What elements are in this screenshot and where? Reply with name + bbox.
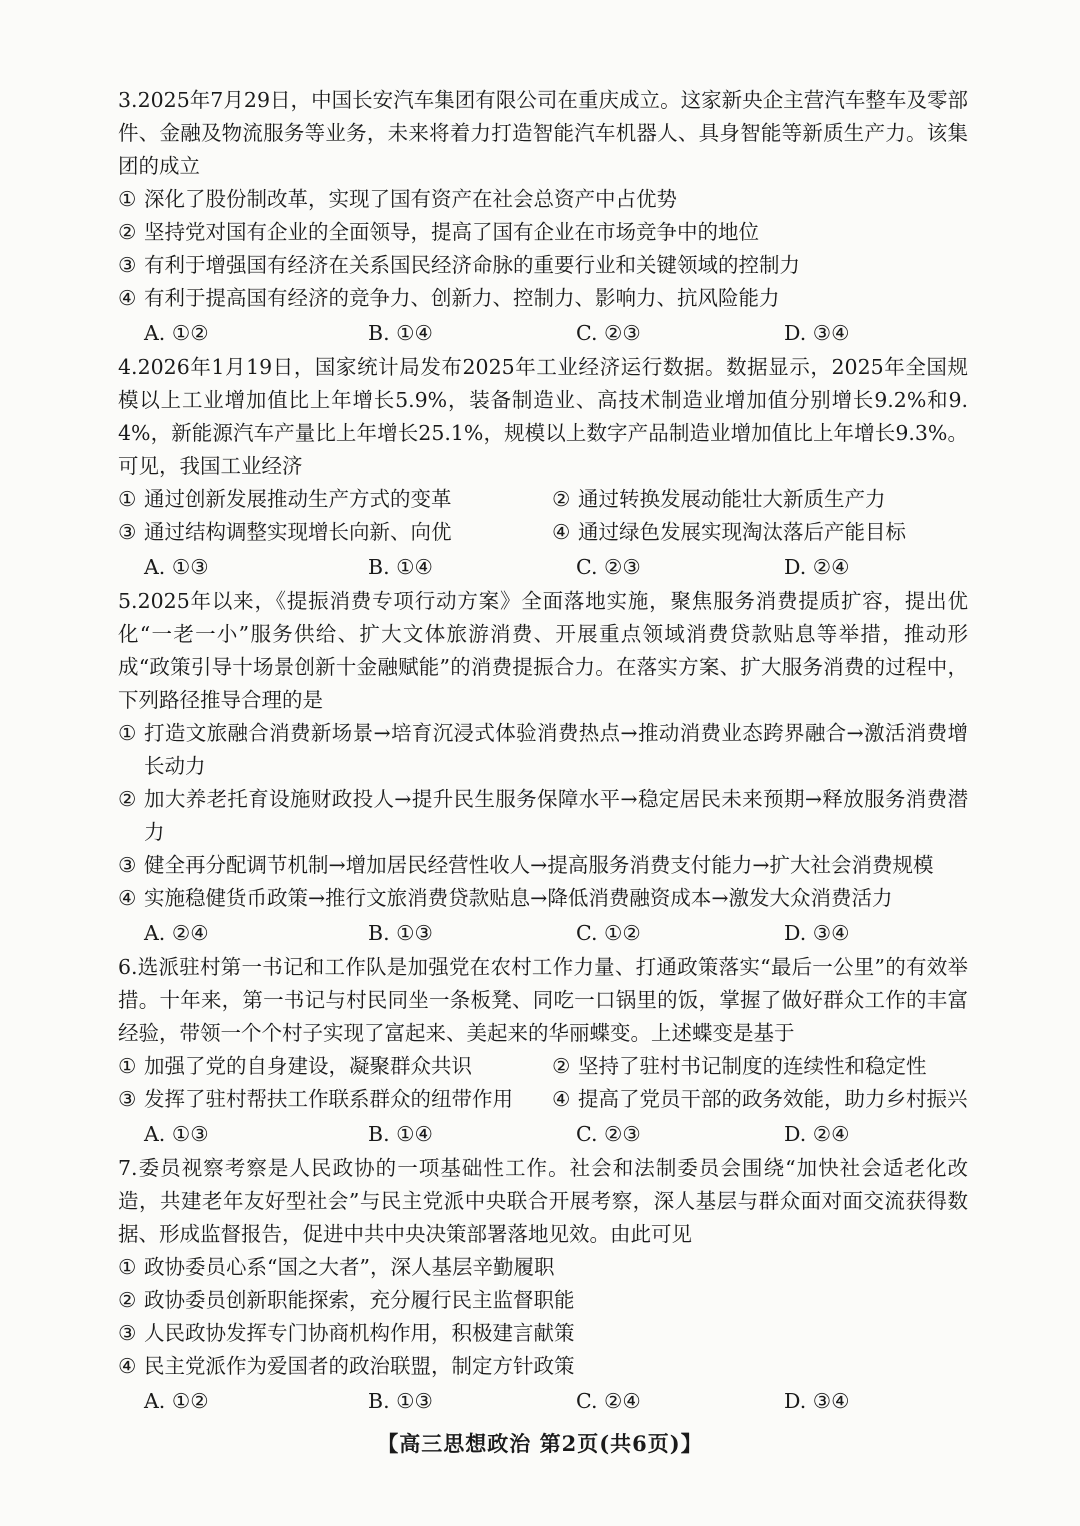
statement-text: 坚持党对国有企业的全面领导，提高了国有企业在市场竞争中的地位 bbox=[144, 220, 759, 244]
question-text: 委员视察考察是人民政协的一项基础性工作。社会和法制委员会围绕“加快社会适老化改造，共建老年友好型社会”与民主党派中央联合开展考察，深人基层与群众面对面交流获得数据、形成监督报告，促进中共中央决策部署落地见效。由此可见 bbox=[118, 1156, 968, 1246]
question-text: 2025年7月29日，中国长安汽车集团有限公司在重庆成立。这家新央企主营汽车整车及零部件、金融及物流服务等业务，未来将着力打造智能汽车机器人、具身智能等新质生产力。该集团的成立 bbox=[118, 88, 968, 178]
statement bbox=[552, 483, 968, 516]
statement bbox=[118, 183, 968, 216]
option-d: D. ③④ bbox=[784, 321, 850, 345]
option-c: C. ②③ bbox=[576, 321, 641, 345]
statement-text: 健全再分配调节机制→增加居民经营性收人→提高服务消费支付能力→扩大社会消费规模 bbox=[144, 853, 934, 877]
option-b: B. ①④ bbox=[368, 321, 433, 345]
question-3 bbox=[118, 84, 968, 351]
answer-options bbox=[144, 1383, 968, 1419]
option-d: D. ③④ bbox=[784, 1389, 850, 1413]
statement bbox=[118, 216, 968, 249]
footer-subject: 【高三思想政治 bbox=[377, 1431, 532, 1456]
question-6 bbox=[118, 951, 968, 1152]
statement-mark: ④ bbox=[552, 520, 571, 544]
option-c: C. ①② bbox=[576, 921, 641, 945]
statement-text: 坚持了驻村书记制度的连续性和稳定性 bbox=[578, 1054, 927, 1078]
statement bbox=[118, 783, 968, 849]
statement-text: 发挥了驻村帮扶工作联系群众的纽带作用 bbox=[144, 1087, 513, 1111]
option-c: C. ②③ bbox=[576, 555, 641, 579]
question-5 bbox=[118, 585, 968, 951]
statement-grid bbox=[118, 483, 968, 549]
answer-options bbox=[144, 1116, 968, 1152]
statement bbox=[118, 717, 968, 783]
statement-grid bbox=[118, 1050, 968, 1116]
answer-options bbox=[144, 549, 968, 585]
question-number: 3. bbox=[118, 88, 138, 112]
statement-mark: ② bbox=[118, 220, 137, 244]
statement-mark: ② bbox=[552, 487, 571, 511]
question-stem bbox=[118, 951, 968, 1050]
statement-text: 提高了党员干部的政务效能，助力乡村振兴 bbox=[578, 1087, 968, 1111]
option-a: A. ①③ bbox=[144, 1122, 209, 1146]
statement-text: 有利于提高国有经济的竞争力、创新力、控制力、影响力、抗风险能力 bbox=[144, 286, 780, 310]
statement bbox=[118, 516, 552, 549]
statement-text: 通过转换发展动能壮大新质生产力 bbox=[578, 487, 886, 511]
statement bbox=[118, 282, 968, 315]
exam-page bbox=[118, 84, 968, 1419]
statement-mark: ① bbox=[118, 1255, 137, 1279]
question-text: 2025年以来，《提振消费专项行动方案》全面落地实施，聚焦服务消费提质扩容，提出优化“一老一小”服务供给、扩大文体旅游消费、开展重点领域消费贷款贴息等举措，推动形成“政策引导十场景创新十金融赋能”的消费提振合力。在落实方案、扩大服务消费的过程中，下列路径推导合理的是 bbox=[118, 589, 968, 712]
option-d: D. ③④ bbox=[784, 921, 850, 945]
question-number: 7. bbox=[118, 1156, 138, 1180]
option-a: A. ①② bbox=[144, 321, 209, 345]
option-b: B. ①④ bbox=[368, 555, 433, 579]
option-c: C. ②④ bbox=[576, 1389, 641, 1413]
option-d: D. ②④ bbox=[784, 555, 850, 579]
statement-text: 政协委员心系“国之大者”，深人基层辛勤履职 bbox=[144, 1255, 555, 1279]
question-text: 选派驻村第一书记和工作队是加强党在农村工作力量、打通政策落实“最后一公里”的有效举措。十年来，第一书记与村民同坐一条板凳、同吃一口锅里的饭，掌握了做好群众工作的丰富经验，带领一个个村子实现了富起来、美起来的华丽蝶变。上述蝶变是基于 bbox=[118, 955, 968, 1045]
statement-mark: ② bbox=[552, 1054, 571, 1078]
statement bbox=[118, 1251, 968, 1284]
statement-text: 有利于增强国有经济在关系国民经济命脉的重要行业和关键领域的控制力 bbox=[144, 253, 800, 277]
statement-mark: ① bbox=[118, 1054, 137, 1078]
answer-options bbox=[144, 915, 968, 951]
statement-text: 民主党派作为爱国者的政治联盟，制定方针政策 bbox=[144, 1354, 575, 1378]
statement bbox=[118, 1284, 968, 1317]
statement-mark: ③ bbox=[118, 1321, 137, 1345]
statement bbox=[118, 882, 968, 915]
statement-text: 政协委员创新职能探索，充分履行民主监督职能 bbox=[144, 1288, 575, 1312]
statement bbox=[552, 1050, 968, 1083]
option-d: D. ②④ bbox=[784, 1122, 850, 1146]
statement bbox=[118, 483, 552, 516]
statement-text: 人民政协发挥专门协商机构作用，积极建言献策 bbox=[144, 1321, 575, 1345]
statement-mark: ① bbox=[118, 721, 137, 745]
statement-mark: ① bbox=[118, 487, 137, 511]
option-a: A. ①② bbox=[144, 1389, 209, 1413]
statement-mark: ② bbox=[118, 1288, 137, 1312]
question-4 bbox=[118, 351, 968, 585]
statement-mark: ③ bbox=[118, 1087, 137, 1111]
statement-mark: ④ bbox=[118, 286, 137, 310]
statement-mark: ③ bbox=[118, 853, 137, 877]
question-stem bbox=[118, 585, 968, 717]
statement-text: 通过绿色发展实现淘汰落后产能目标 bbox=[578, 520, 906, 544]
option-c: C. ②③ bbox=[576, 1122, 641, 1146]
statement-text: 加大养老托育设施财政投人→提升民生服务保障水平→稳定居民未来预期→释放服务消费潜力 bbox=[144, 787, 968, 844]
statement bbox=[118, 1317, 968, 1350]
question-7 bbox=[118, 1152, 968, 1419]
option-a: A. ②④ bbox=[144, 921, 209, 945]
statement-mark: ③ bbox=[118, 253, 137, 277]
statement-text: 通过结构调整实现增长向新、向优 bbox=[144, 520, 452, 544]
statement-mark: ④ bbox=[118, 886, 137, 910]
option-a: A. ①③ bbox=[144, 555, 209, 579]
statement-text: 加强了党的自身建设，凝聚群众共识 bbox=[144, 1054, 472, 1078]
statement-mark: ④ bbox=[118, 1354, 137, 1378]
question-number: 4. bbox=[118, 355, 138, 379]
option-b: B. ①④ bbox=[368, 1122, 433, 1146]
option-b: B. ①③ bbox=[368, 1389, 433, 1413]
statement bbox=[118, 1050, 552, 1083]
question-stem bbox=[118, 84, 968, 183]
statement-mark: ④ bbox=[552, 1087, 571, 1111]
page-footer bbox=[0, 1428, 1080, 1458]
question-number: 5. bbox=[118, 589, 138, 613]
statement bbox=[118, 1083, 552, 1116]
answer-options bbox=[144, 315, 968, 351]
statement-mark: ① bbox=[118, 187, 137, 211]
option-b: B. ①③ bbox=[368, 921, 433, 945]
question-text: 2026年1月19日，国家统计局发布2025年工业经济运行数据。数据显示，2025年全国规模以上工业增加值比上年增长5.9%，装备制造业、高技术制造业增加值分别增长9.2%和9.4%，新能源汽车产量比上年增长25.1%，规模以上数字产品制造业增加值比上年增长9.3%。可见，我国工业经济 bbox=[118, 355, 968, 478]
statement-mark: ③ bbox=[118, 520, 137, 544]
statement bbox=[552, 1083, 968, 1116]
footer-page-number: 第2页(共6页)】 bbox=[539, 1431, 703, 1456]
statement bbox=[118, 249, 968, 282]
statement-text: 实施稳健货币政策→推行文旅消费贷款贴息→降低消费融资成本→激发大众消费活力 bbox=[144, 886, 893, 910]
statement bbox=[552, 516, 968, 549]
statement-text: 通过创新发展推动生产方式的变革 bbox=[144, 487, 452, 511]
statement-text: 深化了股份制改革，实现了国有资产在社会总资产中占优势 bbox=[144, 187, 677, 211]
question-number: 6. bbox=[118, 955, 138, 979]
question-stem bbox=[118, 351, 968, 483]
statement bbox=[118, 1350, 968, 1383]
statement-text: 打造文旅融合消费新场景→培育沉浸式体验消费热点→推动消费业态跨界融合→激活消费增长动力 bbox=[144, 721, 968, 778]
question-stem bbox=[118, 1152, 968, 1251]
statement-mark: ② bbox=[118, 787, 137, 811]
statement bbox=[118, 849, 968, 882]
